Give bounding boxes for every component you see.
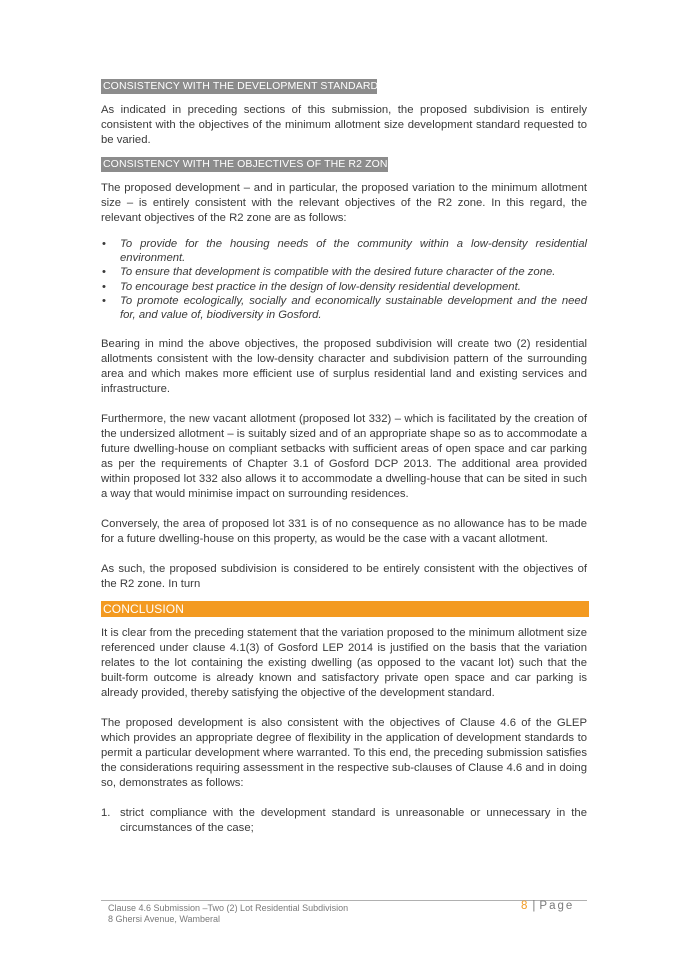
list-item: • To promote ecologically, socially and economically sustainable development and the need for, and value of, biodiversity in Gosford. [102, 294, 587, 322]
footer-address: 8 Ghersi Avenue, Wamberal [108, 914, 221, 924]
paragraph: As indicated in preceding sections of this submission, the proposed subdivision is entirely consistent with the objectives of the minimum allotment size development standard requested to be varied. [101, 104, 587, 146]
objectives-list [101, 237, 587, 322]
footer-document-info [108, 903, 348, 925]
paragraph: It is clear from the preceding statement that the variation proposed to the minimum allotment size referenced under clause 4.1(3) of Gosford LEP 2014 is justified on the basis that the variation relates to the lot containing the existing dwelling (as opposed to the vacant lot) such that the built-form outcome is already known and satisfactory private open space and car parking is already provided, thereby satisfying the objective of the development standard. [101, 627, 587, 700]
section-heading-r2-zone: CONSISTENCY WITH THE OBJECTIVES OF THE R2 ZONE [103, 158, 395, 170]
footer-divider [101, 900, 587, 901]
paragraph: As such, the proposed subdivision is considered to be entirely consistent with the objectives of the R2 zone. In turn [101, 563, 587, 591]
bullet-icon: • [102, 280, 106, 293]
section-heading-conclusion: CONCLUSION [101, 601, 589, 617]
paragraph: Conversely, the area of proposed lot 331 is of no consequence as no allowance has to be made for a future dwelling-house on this property, as would be the case with a vacant allotment. [101, 518, 587, 546]
list-item: • To provide for the housing needs of the community within a low-density residential environment. [102, 238, 587, 265]
bullet-icon: • [102, 266, 106, 279]
paragraph: Furthermore, the new vacant allotment (proposed lot 332) – which is facilitated by the creation of the undersized allotment – is suitably sized and of an appropriate shape so as to accommodate a future dwelling-house on compliant setbacks with sufficient areas of open space and car parking as per the requirements of Chapter 3.1 of Gosford DCP 2013. The additional area provided within proposed lot 332 also allows it to accommodate a dwelling-house that can be sited in such a way that would minimise impact on surrounding residences. [101, 413, 587, 501]
bullet-icon: • [102, 238, 106, 250]
page-separator: | [532, 900, 536, 912]
paragraph: The proposed development – and in particular, the proposed variation to the minimum allotment size – is entirely consistent with the relevant objectives of the R2 zone. In this regard, the relevant objectives of the R2 zone are as follows: [101, 182, 587, 224]
paragraph: Bearing in mind the above objectives, the proposed subdivision will create two (2) residential allotments consistent with the low-density character and subdivision pattern of the surrounding area and which makes more efficient use of surplus residential land and existing services and infrastructure. [101, 338, 587, 396]
footer-title: Clause 4.6 Submission –Two (2) Lot Residential Subdivision [108, 903, 349, 913]
list-item: • To ensure that development is compatible with the desired future character of the zone. [102, 266, 556, 279]
conclusion-list [101, 806, 587, 836]
page-label: Page [539, 900, 575, 912]
page-number: 8 [521, 900, 528, 912]
list-item: • To encourage best practice in the design of low-density residential development. [102, 280, 521, 293]
bullet-icon: • [102, 294, 106, 307]
document-page [101, 79, 587, 836]
paragraph: The proposed development is also consistent with the objectives of Clause 4.6 of the GLEP which provides an appropriate degree of flexibility in the application of development standards to permit a particular development where warranted. To this end, the preceding submission satisfies the considerations requiring assessment in the respective sub-clauses of Clause 4.6 and in doing so, demonstrates as follows: [101, 717, 587, 790]
section-heading-development-standard: CONSISTENCY WITH THE DEVELOPMENT STANDARD [103, 80, 379, 92]
list-item: 1. strict compliance with the development standard is unreasonable or unnecessary in the circumstances of the case; [101, 807, 587, 835]
list-number: 1. [101, 807, 111, 820]
footer-page-indicator [521, 900, 574, 912]
